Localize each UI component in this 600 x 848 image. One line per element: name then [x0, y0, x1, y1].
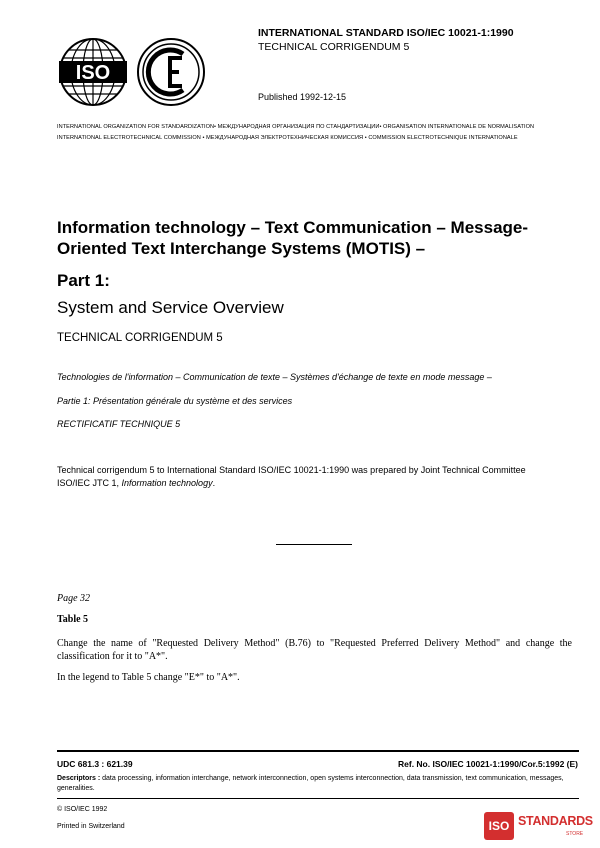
org-line-2: INTERNATIONAL ELECTROTECHNICAL COMMISSION • МЕЖДУНАРОДНАЯ ЭЛЕКТРОТЕХНИЧЕСКАЯ КОМИССИЯ • COMMISSION ELECTROTECHNIQUE INTERNATIONALE: [57, 135, 518, 141]
iso-standards-store-badge: [484, 812, 594, 842]
french-part: Partie 1: Présentation générale du système et des services: [57, 396, 293, 406]
store-text: STANDARDS: [518, 814, 593, 828]
printed-location: Printed in Switzerland: [57, 823, 125, 830]
legend-instruction: In the legend to Table 5 change "E*" to "A*".: [57, 672, 240, 683]
copyright: © ISO/IEC 1992: [57, 806, 108, 813]
standard-number: INTERNATIONAL STANDARD ISO/IEC 10021-1:1990: [258, 27, 514, 39]
store-iso-mark: ISO: [484, 812, 514, 840]
udc-number: UDC 681.3 : 621.39: [57, 759, 133, 769]
footer-rule-top: [57, 750, 579, 752]
part-number: Part 1:: [57, 271, 110, 290]
footer-rule-bottom: [57, 798, 579, 799]
change-instruction: Change the name of "Requested Delivery Method" (B.76) to "Requested Preferred Delivery Method" and change the classification for it to "A*".: [57, 638, 572, 662]
reference-number: Ref. No. ISO/IEC 10021-1:1990/Cor.5:1992 (E): [398, 759, 578, 769]
intro-paragraph: Technical corrigendum 5 to International Standard ISO/IEC 10021-1:1990 was prepared by Joint Technical Committee ISO/IEC JTC 1, Information technology.: [57, 465, 526, 488]
part-title: System and Service Overview: [57, 298, 284, 317]
iso-logo: [57, 36, 129, 108]
divider: [276, 544, 352, 545]
corrigendum-heading: TECHNICAL CORRIGENDUM 5: [57, 332, 223, 344]
french-corrigendum: RECTIFICATIF TECHNIQUE 5: [57, 419, 181, 429]
store-subtext: STORE: [566, 831, 584, 837]
table-heading: Table 5: [57, 614, 89, 625]
document-title: Information technology – Text Communication – Message-Oriented Text Interchange Systems (MOTIS) –: [57, 218, 529, 258]
descriptors: Descriptors : data processing, information interchange, network interconnection, open systems interconnection, data transmission, text communication, messages, generalities.: [57, 775, 564, 792]
iec-logo: [135, 36, 207, 108]
corrigendum-label: TECHNICAL CORRIGENDUM 5: [258, 41, 410, 53]
french-title: Technologies de l'information – Communication de texte – Systèmes d'échange de texte en mode message –: [57, 372, 492, 382]
published-date: Published 1992-12-15: [258, 92, 347, 102]
iso-logo-text: ISO: [75, 62, 111, 84]
page-reference: Page 32: [57, 593, 91, 604]
intro-committee: Information technology: [121, 477, 213, 488]
org-line-1: INTERNATIONAL ORGANIZATION FOR STANDARDIZATION• МЕЖДУНАРОДНАЯ ОРГАНИЗАЦИЯ ПО СТАНДАРТИЗАЦИИ• ORGANISATION INTERNATIONALE DE NORMALISATION: [57, 124, 535, 130]
